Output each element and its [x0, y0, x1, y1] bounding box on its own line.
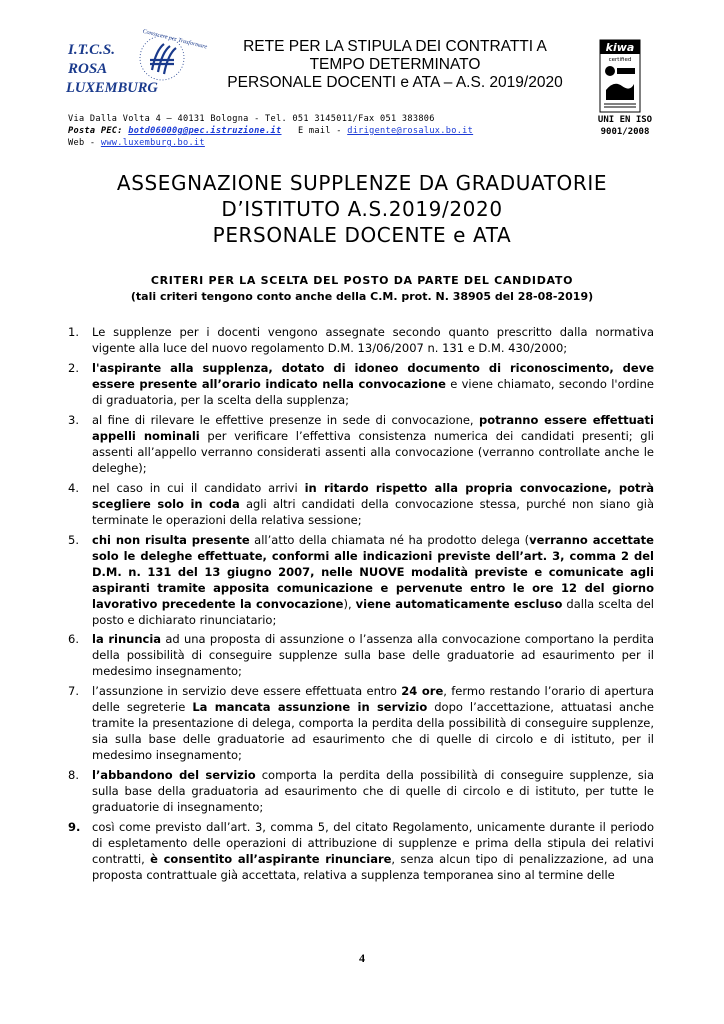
criteria-text-bold: chi non risulta presente: [92, 532, 250, 547]
criteria-text: e viene chiamato, secondo l'ordine di graduatoria, per la scelta della supplenza;: [92, 376, 654, 407]
school-logo-icon: [66, 24, 208, 104]
email-label: E mail -: [297, 126, 342, 136]
criteria-item: [62, 683, 654, 763]
logo-line-2: ROSA: [68, 61, 108, 77]
criteria-text: , senza alcun tipo di penalizzazione, ad una proposta contrattuale già accettata, relativa a supplenza temporanea sino al termine delle: [92, 852, 654, 883]
criteria-text-bold: la rinuncia: [92, 632, 162, 647]
criteria-text: al fine di rilevare le effettive presenze in sede di convocazione,: [92, 412, 480, 427]
logo-line-1: I.T.C.S.: [68, 42, 115, 58]
iso-certification: [590, 114, 660, 138]
criteria-item: [62, 412, 654, 476]
criteria-text-bold: 24 ore: [401, 684, 444, 699]
criteria-text: all’atto della chiamata né ha prodotto delega (: [249, 532, 530, 547]
criteria-item-number: 4.: [68, 480, 79, 495]
criteria-text: Le supplenze per i docenti vengono assegnate secondo quanto prescritto dalla normativa vigente alla luce del nuovo regolamento D.M. 13/06/2007 n. 131 e D.M. 430/2000;: [92, 325, 654, 355]
kiwa-sub: certified: [608, 57, 632, 63]
criteria-text-bold: in ritardo rispetto alla propria convocazione, potrà scegliere solo in coda: [92, 480, 654, 511]
criteria-heading: [80, 273, 644, 305]
network-title: [190, 38, 600, 92]
criteria-item: [62, 324, 654, 356]
logo-line-3: LUXEMBURG: [66, 80, 158, 96]
criteria-text-bold: La mancata assunzione in servizio: [192, 700, 428, 715]
criteria-text: nel caso in cui il candidato arrivi: [92, 480, 305, 495]
document-title-line: PERSONALE DOCENTE e ATA: [212, 223, 512, 247]
criteria-text: così come previsto dall’art. 3, comma 5, del citato Regolamento, unicamente durante il periodo di espletamento delle operazioni di attribuzione di supplenze e prima della stipula dei relativi contratti,: [92, 820, 654, 867]
pec-email-link[interactable]: botd06000g@pec.istruzione.it: [128, 126, 282, 136]
criteria-text: ),: [343, 596, 356, 611]
criteria-item: [62, 360, 654, 408]
criteria-item: [62, 631, 654, 679]
iso-line: 9001/2008: [600, 127, 650, 137]
criteria-text: dalla scelta del posto e dichiarato rinunciatario;: [92, 596, 654, 627]
criteria-list: [62, 324, 654, 887]
criteria-item: [62, 819, 654, 883]
criteria-item: [62, 480, 654, 528]
criteria-item-number: 5.: [68, 532, 79, 547]
network-title-line: PERSONALE DOCENTI e ATA – A.S. 2019/2020: [227, 74, 563, 91]
criteria-item-number: 1.: [68, 325, 79, 339]
kiwa-brand: kiwa: [605, 41, 635, 54]
web-label: Web -: [68, 138, 96, 148]
criteria-item-number: 2.: [68, 360, 79, 375]
criteria-text-bold: verranno accettate solo le deleghe effettuate, conformi alle indicazioni previste dell’art. 3, comma 2 del D.M. n. 131 del 13 giugno 2007, nelle NUOVE modalità previste e comunicate agli aspiranti tramite apposita comunicazione e pervenute entro le ore 12 del giorno lavorativo precedente la convocazione: [92, 532, 654, 611]
email-link[interactable]: dirigente@rosalux.bo.it: [347, 126, 474, 136]
criteria-text: agli altri candidati della convocazione stessa, purché non siano già terminate le operazioni della relativa sessione;: [92, 496, 654, 527]
website-link[interactable]: www.luxemburg.bo.it: [100, 138, 205, 148]
criteria-heading-line: CRITERI PER LA SCELTA DEL POSTO DA PARTE DEL CANDIDATO: [150, 274, 574, 287]
document-title: [80, 170, 644, 248]
criteria-item-number: 3.: [68, 412, 79, 427]
criteria-item: [62, 532, 654, 628]
web-line: [68, 137, 538, 149]
school-contacts: [68, 113, 538, 149]
criteria-heading-note: (tali criteri tengono conto anche della C.M. prot. N. 38905 del 28-08-2019): [130, 290, 594, 303]
network-title-line: TEMPO DETERMINATO: [309, 56, 481, 73]
criteria-text-bold: potranno essere effettuati appelli nominali: [92, 412, 654, 443]
criteria-text: l’assunzione in servizio deve essere effettuata entro: [92, 684, 402, 699]
criteria-item-number: 7.: [68, 684, 79, 699]
pec-label: Posta PEC:: [68, 126, 123, 136]
criteria-text: dopo l’accettazione, attuatasi anche tramite la presentazione di delega, comporta la perdita della possibilità di conseguire supplenze, sia sulla base delle graduatorie ad esaurimento che di quelle di circolo e di istituto, per il medesimo insegnamento;: [92, 700, 655, 763]
criteria-text: ad una proposta di assunzione o l’assenza alla convocazione comportano la perdita della possibilità di conseguire supplenze sulla base delle graduatorie ad esaurimento per il medesimo insegnamento;: [92, 632, 654, 679]
criteria-text: comporta la perdita della possibilità di conseguire supplenze, sia sulla base della graduatoria ad esaurimento che di quelle di circolo e di istituto, per tutte le graduatorie di insegnamento;: [92, 768, 654, 815]
address-line: Via Dalla Volta 4 – 40131 Bologna - Tel. 051 3145011/Fax 051 383806: [68, 114, 435, 124]
kiwa-certified-logo-icon: [600, 40, 640, 112]
document-title-line: ASSEGNAZIONE SUPPLENZE DA GRADUATORIE: [116, 171, 608, 195]
criteria-item: [62, 767, 654, 815]
logo-motto: Conoscere per Trasformare: [141, 28, 208, 51]
network-title-line: RETE PER LA STIPULA DEI CONTRATTI A: [243, 38, 547, 55]
criteria-text: per verificare l’effettiva consistenza numerica dei candidati presenti; gli assenti all’appello verranno considerati assenti alla convocazione (verranno controllate anche le deleghe);: [92, 428, 654, 475]
document-title-line: D’ISTITUTO A.S.2019/2020: [221, 197, 503, 221]
criteria-text-bold: l’abbandono del servizio: [92, 768, 256, 783]
page-number: 4: [359, 951, 365, 965]
criteria-text-bold: l'aspirante alla supplenza, dotato di idoneo documento di riconoscimento, deve essere presente all’orario indicato nella convocazione: [92, 360, 654, 391]
criteria-text-bold: è consentito all’aspirante rinunciare: [150, 852, 392, 867]
pec-line: [68, 125, 538, 137]
iso-line: UNI EN ISO: [597, 115, 653, 125]
criteria-text-bold: viene automaticamente escluso: [355, 596, 563, 611]
criteria-item-number: 9.: [68, 820, 81, 835]
criteria-item-number: 6.: [68, 632, 79, 647]
criteria-item-number: 8.: [68, 768, 79, 783]
criteria-text: , fermo restando l’orario di apertura delle segreterie: [92, 684, 655, 715]
